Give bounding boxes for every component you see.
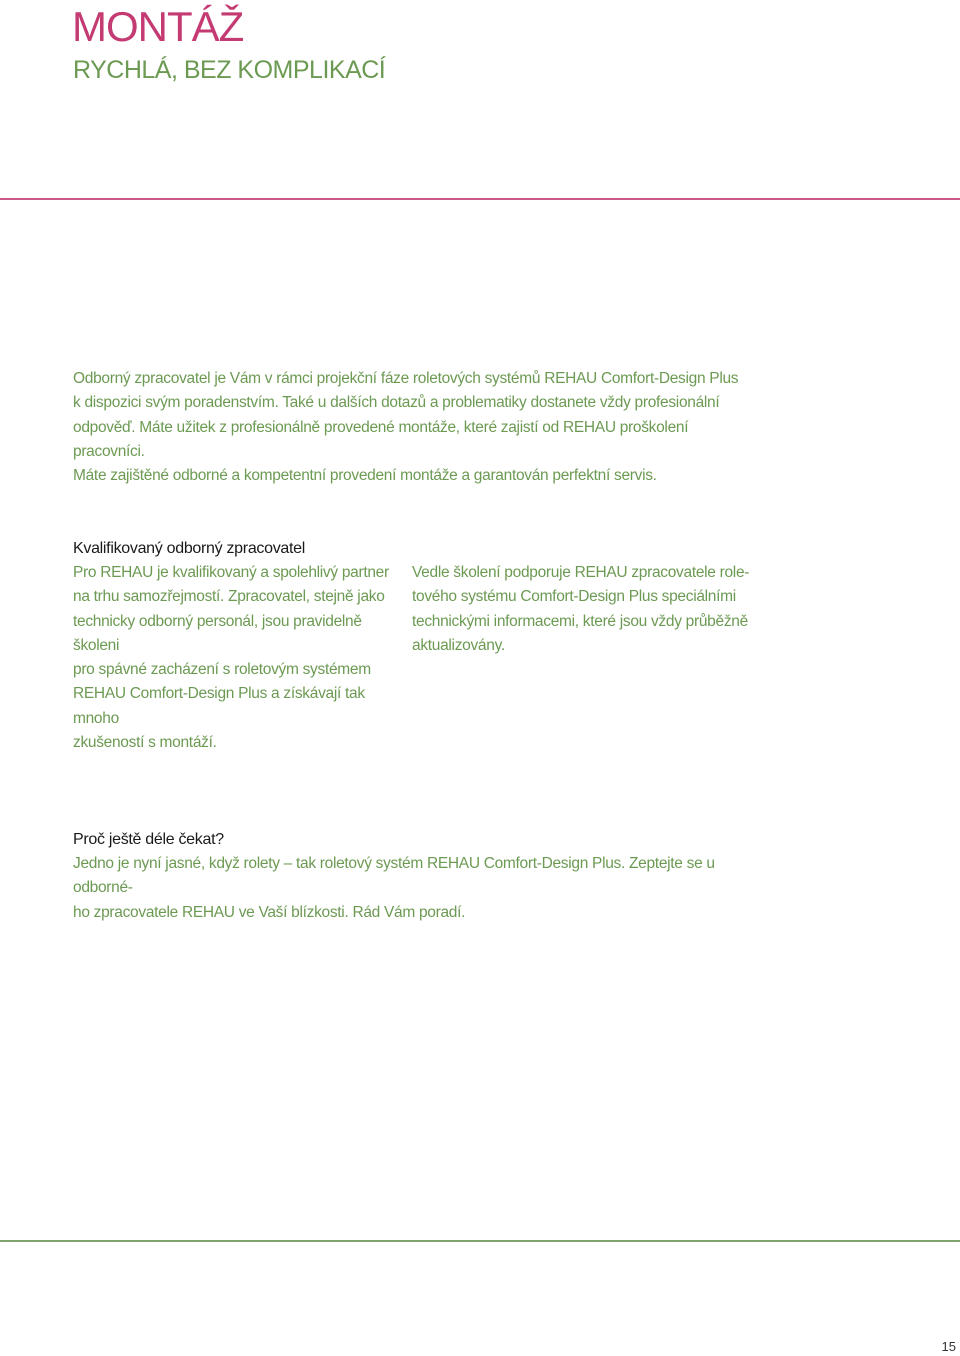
page-title: MONTÁŽ — [72, 3, 244, 50]
qualified-processor-heading: Kvalifikovaný odborný zpracovatel — [73, 540, 306, 557]
qualified-right-column: Vedle školení podporuje REHAU zpracovatele role- tového systému Comfort-Design Plus speciálními technickými informacemi, které jsou vždy průběžně aktualizovány. — [412, 564, 750, 654]
page-number: 15 — [941, 1339, 956, 1354]
intro-paragraph: Odborný zpracovatel je Vám v rámci projekční fáze roletových systémů REHAU Comfort-Design Plus k dispozici svým poradenstvím. Také u dalších dotazů a problematiky dostanete vždy profesionální odpověď. Máte užitek z profesionálně provedené montáže, které zajistí od REHAU proškolení pracovníci. Máte zajištěné odborné a kompetentní provedení montáže a garantován perfektní servis. — [73, 370, 739, 485]
why-wait-paragraph: Jedno je nyní jasné, když rolety – tak roletový systém REHAU Comfort-Design Plus. Zeptejte se u odborné- ho zpracovatele REHAU ve Vaší blízkosti. Rád Vám poradí. — [73, 855, 715, 921]
bottom-divider — [0, 1240, 960, 1242]
page-subtitle: RYCHLÁ, BEZ KOMPLIKACÍ — [73, 56, 386, 84]
why-wait-heading: Proč ještě déle čekat? — [73, 831, 224, 848]
qualified-left-column: Pro REHAU je kvalifikovaný a spolehlivý partner na trhu samozřejmostí. Zpracovatel, stejně jako technicky odborný personál, jsou pravidelně školeni pro spávné zacházení s roletovým systémem REHAU Comfort-Design Plus a získávají tak mnoho zkušeností s montáží. — [73, 564, 389, 752]
top-divider — [0, 198, 960, 200]
